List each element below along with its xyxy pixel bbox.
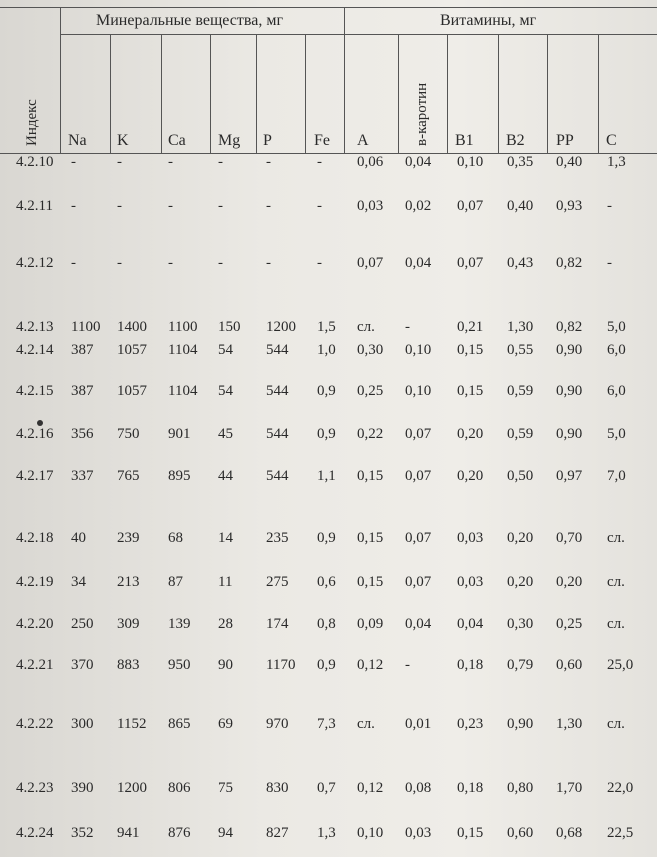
cell-c: сл.: [607, 530, 625, 546]
cell-a: 0,10: [357, 825, 384, 841]
cell-pp: 0,90: [556, 426, 583, 442]
cell-mg: 54: [218, 342, 233, 358]
cell-ca: 865: [168, 716, 191, 732]
row-index: 4.2.24: [16, 825, 54, 841]
cell-c: сл.: [607, 616, 625, 632]
col-divider-mg-p: [256, 34, 257, 153]
cell-c: 6,0: [607, 383, 626, 399]
cell-b2: 0,35: [507, 154, 534, 170]
col-header-c: C: [606, 132, 617, 149]
col-divider-k-ca: [161, 34, 162, 153]
cell-c: 5,0: [607, 319, 626, 335]
row-index: 4.2.16: [16, 426, 54, 442]
cell-fe: 1,0: [317, 342, 336, 358]
cell-na: 40: [71, 530, 86, 546]
cell-pp: 0,25: [556, 616, 583, 632]
cell-a: 0,07: [357, 255, 384, 271]
cell-k: -: [117, 154, 122, 170]
cell-k: 1057: [117, 383, 147, 399]
cell-b2: 0,50: [507, 468, 534, 484]
cell-pp: 0,82: [556, 255, 583, 271]
cell-ca: 1104: [168, 342, 198, 358]
row-index: 4.2.18: [16, 530, 54, 546]
cell-bcar: 0,03: [405, 825, 432, 841]
cell-pp: 0,60: [556, 657, 583, 673]
cell-bcar: 0,04: [405, 616, 432, 632]
cell-b1: 0,10: [457, 154, 484, 170]
cell-fe: 0,9: [317, 383, 336, 399]
cell-a: 0,06: [357, 154, 384, 170]
cell-k: 750: [117, 426, 140, 442]
cell-mg: 11: [218, 574, 233, 590]
cell-fe: -: [317, 198, 322, 214]
cell-b2: 0,90: [507, 716, 534, 732]
cell-p: 235: [266, 530, 289, 546]
cell-pp: 0,40: [556, 154, 583, 170]
cell-ca: -: [168, 255, 173, 271]
cell-k: 213: [117, 574, 140, 590]
cell-k: 1400: [117, 319, 147, 335]
cell-pp: 0,82: [556, 319, 583, 335]
cell-bcar: 0,07: [405, 426, 432, 442]
cell-c: 6,0: [607, 342, 626, 358]
col-header-na: Na: [68, 132, 87, 149]
beta-carotene-column-header: в-каротин: [414, 82, 430, 146]
cell-a: 0,15: [357, 574, 384, 590]
cell-fe: 0,9: [317, 426, 336, 442]
cell-fe: 1,3: [317, 825, 336, 841]
cell-pp: 0,20: [556, 574, 583, 590]
cell-k: -: [117, 198, 122, 214]
cell-ca: 876: [168, 825, 191, 841]
cell-pp: 0,93: [556, 198, 583, 214]
cell-b2: 0,79: [507, 657, 534, 673]
cell-k: 1200: [117, 780, 147, 796]
cell-b1: 0,04: [457, 616, 484, 632]
cell-k: 941: [117, 825, 140, 841]
cell-b2: 0,59: [507, 426, 534, 442]
cell-b1: 0,15: [457, 383, 484, 399]
cell-na: 356: [71, 426, 94, 442]
cell-k: 239: [117, 530, 140, 546]
col-header-b2: B2: [506, 132, 525, 149]
cell-bcar: -: [405, 657, 410, 673]
cell-na: -: [71, 255, 76, 271]
cell-c: сл.: [607, 716, 625, 732]
cell-c: 1,3: [607, 154, 626, 170]
cell-na: 250: [71, 616, 94, 632]
cell-ca: 895: [168, 468, 191, 484]
cell-pp: 0,90: [556, 342, 583, 358]
cell-bcar: 0,04: [405, 154, 432, 170]
cell-na: 34: [71, 574, 86, 590]
cell-mg: 54: [218, 383, 233, 399]
cell-b1: 0,15: [457, 825, 484, 841]
cell-p: 1200: [266, 319, 296, 335]
cell-a: 0,25: [357, 383, 384, 399]
cell-bcar: 0,07: [405, 574, 432, 590]
cell-c: 22,0: [607, 780, 634, 796]
cell-b2: 0,20: [507, 530, 534, 546]
col-header-fe: Fe: [314, 132, 330, 149]
cell-p: 544: [266, 426, 289, 442]
cell-mg: 44: [218, 468, 233, 484]
cell-na: -: [71, 154, 76, 170]
cell-mg: -: [218, 198, 223, 214]
cell-mg: -: [218, 154, 223, 170]
cell-p: -: [266, 198, 271, 214]
cell-mg: 28: [218, 616, 233, 632]
cell-mg: 45: [218, 426, 233, 442]
cell-a: 0,15: [357, 530, 384, 546]
cell-ca: 87: [168, 574, 183, 590]
cell-b2: 0,30: [507, 616, 534, 632]
cell-fe: 0,9: [317, 530, 336, 546]
cell-k: 883: [117, 657, 140, 673]
cell-pp: 0,70: [556, 530, 583, 546]
cell-bcar: -: [405, 319, 410, 335]
cell-k: 1152: [117, 716, 147, 732]
cell-bcar: 0,07: [405, 468, 432, 484]
cell-c: сл.: [607, 574, 625, 590]
cell-a: 0,12: [357, 780, 384, 796]
cell-c: -: [607, 198, 612, 214]
cell-bcar: 0,08: [405, 780, 432, 796]
cell-na: 337: [71, 468, 94, 484]
cell-fe: 0,6: [317, 574, 336, 590]
cell-ca: 139: [168, 616, 191, 632]
cell-k: -: [117, 255, 122, 271]
cell-na: 387: [71, 342, 94, 358]
cell-b2: 0,60: [507, 825, 534, 841]
cell-ca: 1100: [168, 319, 198, 335]
row-index: 4.2.12: [16, 255, 54, 271]
cell-b1: 0,20: [457, 426, 484, 442]
cell-fe: 0,9: [317, 657, 336, 673]
cell-p: 830: [266, 780, 289, 796]
cell-bcar: 0,10: [405, 342, 432, 358]
cell-mg: 150: [218, 319, 241, 335]
index-column-divider: [60, 7, 61, 153]
cell-p: 827: [266, 825, 289, 841]
cell-a: 0,09: [357, 616, 384, 632]
cell-pp: 0,68: [556, 825, 583, 841]
cell-fe: 7,3: [317, 716, 336, 732]
cell-na: 300: [71, 716, 94, 732]
cell-pp: 1,70: [556, 780, 583, 796]
cell-bcar: 0,02: [405, 198, 432, 214]
cell-b1: 0,21: [457, 319, 484, 335]
cell-a: 0,12: [357, 657, 384, 673]
row-index: 4.2.11: [16, 198, 53, 214]
cell-bcar: 0,01: [405, 716, 432, 732]
row-index: 4.2.21: [16, 657, 54, 673]
cell-bcar: 0,04: [405, 255, 432, 271]
cell-b2: 0,55: [507, 342, 534, 358]
vitamins-group-header: Витамины, мг: [440, 12, 537, 29]
cell-ca: 68: [168, 530, 183, 546]
cell-c: -: [607, 255, 612, 271]
col-header-a: A: [357, 132, 369, 149]
cell-c: 22,5: [607, 825, 634, 841]
cell-a: 0,15: [357, 468, 384, 484]
ink-blot: [37, 420, 43, 426]
cell-p: -: [266, 154, 271, 170]
cell-mg: -: [218, 255, 223, 271]
cell-na: 390: [71, 780, 94, 796]
cell-mg: 90: [218, 657, 233, 673]
cell-b2: 0,80: [507, 780, 534, 796]
row-index: 4.2.22: [16, 716, 54, 732]
cell-mg: 94: [218, 825, 233, 841]
cell-p: 544: [266, 383, 289, 399]
col-divider-ca-mg: [210, 34, 211, 153]
col-divider-pp-c: [598, 34, 599, 153]
cell-na: -: [71, 198, 76, 214]
cell-p: 1170: [266, 657, 296, 673]
cell-p: 174: [266, 616, 289, 632]
cell-a: 0,22: [357, 426, 384, 442]
col-header-p: P: [263, 132, 272, 149]
cell-k: 309: [117, 616, 140, 632]
cell-pp: 0,90: [556, 383, 583, 399]
cell-b2: 0,43: [507, 255, 534, 271]
cell-bcar: 0,07: [405, 530, 432, 546]
cell-ca: 950: [168, 657, 191, 673]
cell-fe: -: [317, 255, 322, 271]
col-divider-a-bcar: [398, 34, 399, 153]
col-divider-b1-b2: [498, 34, 499, 153]
cell-p: 970: [266, 716, 289, 732]
cell-b1: 0,20: [457, 468, 484, 484]
cell-ca: 1104: [168, 383, 198, 399]
col-divider-p-fe: [305, 34, 306, 153]
minerals-group-header: Минеральные вещества, мг: [96, 12, 283, 29]
cell-fe: 0,8: [317, 616, 336, 632]
cell-mg: 75: [218, 780, 233, 796]
cell-ca: -: [168, 198, 173, 214]
cell-b1: 0,18: [457, 780, 484, 796]
row-index: 4.2.10: [16, 154, 54, 170]
cell-a: 0,03: [357, 198, 384, 214]
table-top-border: [0, 7, 657, 8]
cell-p: 544: [266, 342, 289, 358]
cell-p: -: [266, 255, 271, 271]
cell-b2: 0,20: [507, 574, 534, 590]
row-index: 4.2.19: [16, 574, 54, 590]
cell-na: 1100: [71, 319, 101, 335]
col-header-k: K: [117, 132, 129, 149]
cell-k: 765: [117, 468, 140, 484]
cell-na: 352: [71, 825, 94, 841]
row-index: 4.2.15: [16, 383, 54, 399]
cell-c: 5,0: [607, 426, 626, 442]
index-column-header: Индекс: [24, 99, 40, 146]
col-header-ca: Ca: [168, 132, 186, 149]
col-header-b1: B1: [455, 132, 474, 149]
group-divider: [344, 7, 345, 153]
row-index: 4.2.14: [16, 342, 54, 358]
cell-c: 7,0: [607, 468, 626, 484]
cell-b2: 1,30: [507, 319, 534, 335]
col-divider-b2-pp: [547, 34, 548, 153]
cell-b1: 0,03: [457, 574, 484, 590]
col-header-pp: PP: [556, 132, 574, 149]
group-header-divider: [60, 34, 657, 35]
col-divider-bcar-b1: [447, 34, 448, 153]
cell-b1: 0,15: [457, 342, 484, 358]
cell-ca: 806: [168, 780, 191, 796]
cell-p: 275: [266, 574, 289, 590]
cell-b1: 0,07: [457, 198, 484, 214]
cell-b1: 0,03: [457, 530, 484, 546]
cell-fe: 1,1: [317, 468, 336, 484]
cell-pp: 0,97: [556, 468, 583, 484]
cell-mg: 14: [218, 530, 233, 546]
cell-b1: 0,18: [457, 657, 484, 673]
row-index: 4.2.17: [16, 468, 54, 484]
row-index: 4.2.20: [16, 616, 54, 632]
cell-na: 370: [71, 657, 94, 673]
cell-a: сл.: [357, 319, 375, 335]
cell-fe: 0,7: [317, 780, 336, 796]
cell-fe: 1,5: [317, 319, 336, 335]
cell-k: 1057: [117, 342, 147, 358]
cell-fe: -: [317, 154, 322, 170]
col-divider-na-k: [110, 34, 111, 153]
cell-b1: 0,23: [457, 716, 484, 732]
cell-p: 544: [266, 468, 289, 484]
cell-b2: 0,59: [507, 383, 534, 399]
cell-bcar: 0,10: [405, 383, 432, 399]
cell-ca: -: [168, 154, 173, 170]
cell-pp: 1,30: [556, 716, 583, 732]
cell-ca: 901: [168, 426, 191, 442]
cell-b1: 0,07: [457, 255, 484, 271]
cell-b2: 0,40: [507, 198, 534, 214]
cell-na: 387: [71, 383, 94, 399]
cell-c: 25,0: [607, 657, 634, 673]
col-header-mg: Mg: [218, 132, 241, 149]
cell-a: сл.: [357, 716, 375, 732]
row-index: 4.2.23: [16, 780, 54, 796]
cell-mg: 69: [218, 716, 233, 732]
cell-a: 0,30: [357, 342, 384, 358]
row-index: 4.2.13: [16, 319, 54, 335]
